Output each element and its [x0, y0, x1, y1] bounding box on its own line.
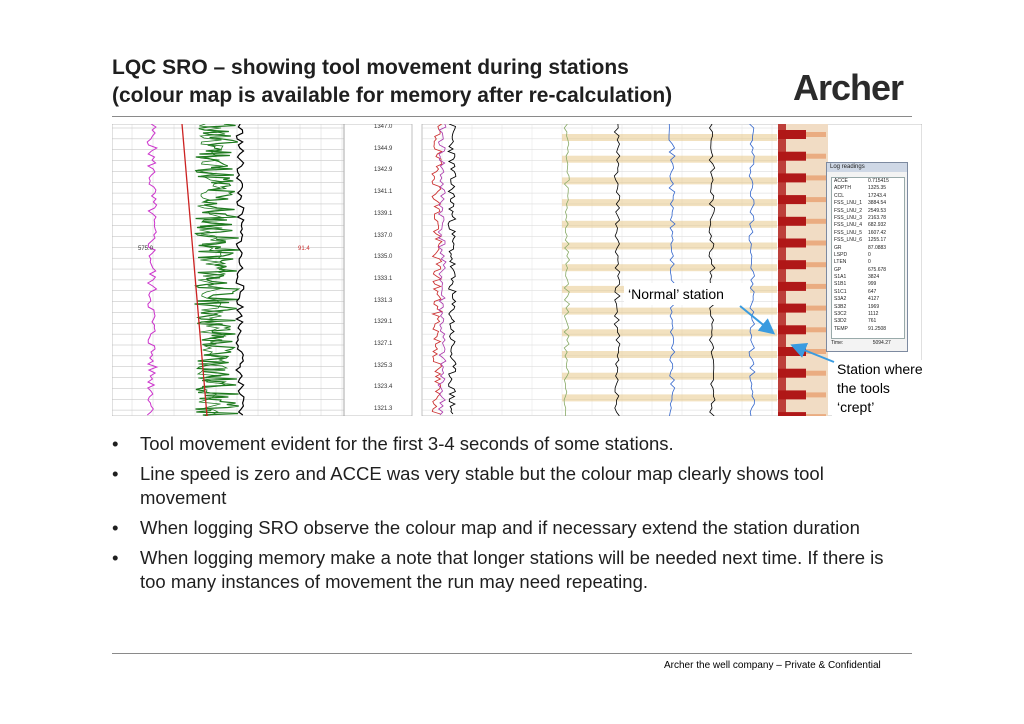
colour-map-fade	[806, 306, 826, 311]
reading-row	[832, 281, 904, 288]
station-band	[562, 351, 777, 358]
reading-row	[832, 267, 904, 274]
reading-name: GR	[834, 244, 842, 251]
footer-divider	[112, 653, 912, 654]
log-readings-list	[831, 177, 905, 339]
time-value: 5094.27	[872, 340, 891, 346]
reading-row	[832, 259, 904, 266]
reading-value: 647	[868, 288, 877, 295]
reading-value: 4127	[868, 296, 880, 303]
station-band	[562, 329, 777, 336]
reading-row	[832, 215, 904, 222]
reading-name: S1A1	[834, 274, 847, 281]
reading-row	[832, 222, 904, 229]
station-band	[562, 177, 777, 184]
reading-value: 1112	[868, 311, 879, 318]
bullet-dot: •	[112, 433, 119, 454]
reading-name: S1B1	[834, 281, 847, 288]
colour-map-fade	[806, 241, 826, 246]
reading-name: GP	[834, 266, 842, 273]
reading-name: ADPTH	[834, 185, 851, 192]
footer-text: Archer the well company – Private & Confidential	[664, 660, 881, 671]
station-band	[562, 156, 777, 163]
depth-label: 1344.9	[374, 145, 393, 152]
reading-name: ACCE	[834, 178, 848, 184]
log-readings-time: Time: 5094.27	[831, 340, 891, 346]
depth-label: 1337.0	[374, 232, 393, 239]
depth-label: 1339.1	[374, 210, 393, 217]
reading-name: S3D2	[834, 318, 847, 325]
depth-label: 1342.9	[374, 167, 393, 174]
bullet-list	[112, 432, 902, 600]
reading-row	[832, 245, 904, 252]
reading-value: 17243.4	[868, 192, 887, 199]
colour-map-fade	[806, 284, 826, 289]
bullet-text: When logging memory make a note that longer stations will be needed next time. If there is too many instances of movement the run may need repeating.	[140, 547, 884, 592]
depth-label: 1329.1	[374, 319, 393, 326]
reading-row	[832, 237, 904, 244]
colour-map-fade	[806, 262, 826, 267]
colour-map-fade	[806, 175, 826, 180]
colour-map-fade	[806, 154, 826, 159]
depth-label: 1327.1	[374, 341, 393, 347]
colour-map-edge	[778, 124, 786, 416]
reading-name: FSS_LNU_1	[834, 200, 863, 207]
reading-row	[832, 326, 904, 333]
reading-value: 0	[868, 251, 871, 258]
marker-mid-label: 91.4	[298, 246, 310, 252]
bullet-dot: •	[112, 463, 119, 484]
station-band	[562, 134, 777, 141]
reading-row	[832, 304, 904, 311]
reading-row	[832, 193, 904, 200]
reading-value: 87.0883	[868, 244, 887, 251]
depth-label: 1323.4	[374, 384, 393, 391]
reading-value: 91.2508	[868, 325, 887, 332]
time-label: Time	[831, 340, 842, 346]
reading-value: 675.678	[868, 266, 887, 273]
reading-name: S3A2	[834, 296, 847, 303]
reading-row	[832, 311, 904, 318]
bullet-dot: •	[112, 517, 119, 538]
log-screenshot	[112, 124, 922, 416]
reading-name: CCL	[834, 192, 845, 199]
log-readings-panel	[826, 162, 908, 352]
colour-map-fade	[806, 349, 826, 354]
depth-label: 1333.1	[374, 275, 393, 282]
depth-curve	[182, 124, 207, 416]
reading-name: FSS_LNU_2	[834, 207, 863, 214]
station-band	[562, 243, 777, 250]
reading-value: 761	[868, 318, 877, 325]
log-tracks	[112, 124, 922, 416]
reading-name: FSS_LNU_4	[834, 222, 863, 229]
reading-value: 1325.35	[868, 185, 887, 192]
reading-name: FSS_LNU_6	[834, 237, 863, 244]
reading-row	[832, 230, 904, 237]
slide-title-line-1: LQC SRO – showing tool movement during stations	[112, 56, 629, 79]
depth-label: 1321.3	[374, 406, 393, 413]
reading-value: 2549.53	[868, 207, 887, 214]
bullet-item	[112, 546, 902, 594]
bullet-text: When logging SRO observe the colour map and if necessary extend the station duration	[140, 517, 860, 538]
tension-curve	[147, 124, 157, 415]
reading-row	[832, 208, 904, 215]
depth-label: 1335.0	[374, 254, 393, 261]
ccl-curve	[236, 124, 244, 415]
archer-logo: Archer	[793, 67, 904, 108]
slide-title	[112, 54, 792, 110]
reading-row	[832, 318, 904, 325]
reading-name: LSPD	[834, 251, 848, 258]
depth-label: 1325.3	[374, 362, 393, 369]
reading-name: S3B2	[834, 303, 847, 310]
colour-map-fade	[806, 414, 826, 416]
reading-row	[832, 289, 904, 296]
bullet-item	[112, 462, 902, 510]
colour-map-fade	[806, 219, 826, 224]
station-band	[562, 308, 777, 315]
reading-row	[832, 252, 904, 259]
reading-name: LTEN	[834, 259, 847, 266]
depth-label: 1347.0	[374, 124, 393, 130]
marker-left-label: 575.0	[138, 246, 154, 252]
reading-value: 682.932	[868, 222, 887, 229]
colour-map-fade	[806, 197, 826, 202]
colour-map-fade	[806, 371, 826, 376]
station-band	[562, 199, 777, 206]
bullet-text: Line speed is zero and ACCE was very stable but the colour map clearly shows tool movement	[140, 463, 824, 508]
reading-name: S3C2	[834, 311, 847, 318]
crept-station-callout: Station where the tools ‘crept’	[832, 360, 929, 420]
reading-row	[832, 274, 904, 281]
reading-name: S1C1	[834, 288, 847, 295]
reading-value: 999	[868, 281, 877, 288]
reading-row	[832, 296, 904, 303]
bullet-dot: •	[112, 547, 119, 568]
colour-map-fade	[806, 327, 826, 332]
normal-station-callout: ‘Normal’ station	[624, 283, 750, 305]
depth-label: 1331.3	[374, 297, 393, 304]
reading-row	[832, 178, 904, 185]
bullet-item	[112, 516, 902, 540]
bullet-text: Tool movement evident for the first 3-4 seconds of some stations.	[140, 433, 674, 454]
reading-value: 2163.78	[868, 214, 887, 221]
reading-row	[832, 185, 904, 192]
station-band	[562, 264, 777, 271]
reading-value: 0	[868, 259, 871, 266]
log-readings-title: Log readings	[827, 163, 907, 172]
reading-value: 1255.17	[868, 237, 887, 244]
colour-map-fade	[806, 392, 826, 397]
slide-title-line-2: (colour map is available for memory after re-calculation)	[112, 84, 673, 107]
reading-value: 0.715415	[868, 178, 889, 184]
depth-label: 1341.1	[374, 189, 393, 196]
header-divider	[112, 116, 912, 117]
colour-map-fade	[806, 132, 826, 137]
bullet-item	[112, 432, 902, 456]
reading-name: TEMP	[834, 325, 848, 332]
reading-value: 1607.42	[868, 229, 887, 236]
station-band	[562, 221, 777, 228]
reading-name: FSS_LNU_5	[834, 229, 863, 236]
reading-name: FSS_LNU_3	[834, 214, 863, 221]
reading-value: 1969	[868, 303, 880, 310]
reading-value: 3884.54	[868, 200, 887, 207]
station-band	[562, 394, 777, 401]
reading-row	[832, 200, 904, 207]
reading-value: 3824	[868, 274, 880, 281]
